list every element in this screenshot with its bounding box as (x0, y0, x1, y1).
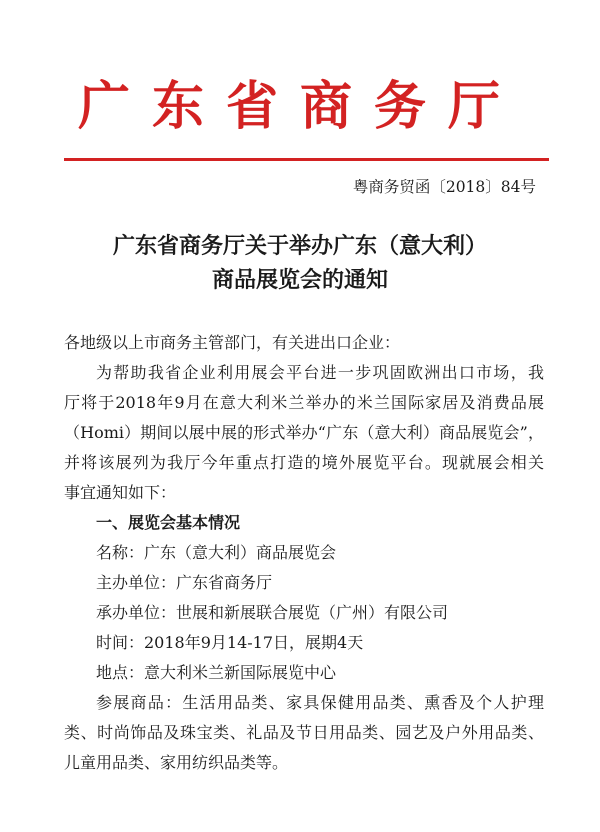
addressee: 各地级以上市商务主管部门，有关进出口企业： (64, 333, 401, 352)
letterhead-org-name: 广东省商务厅 (77, 77, 522, 137)
products-line-3: 儿童用品类、家用纺织品类等。 (64, 753, 289, 772)
info-contractor: 承办单位：世展和新展联合展览（广州）有限公司 (96, 603, 449, 622)
info-name: 名称：广东（意大利）商品展览会 (96, 543, 337, 562)
info-venue: 地点：意大利米兰新国际展览中心 (96, 663, 337, 682)
intro-line-2: 厅将于2018年9月在意大利米兰举办的米兰国际家居及消费品展 (64, 393, 544, 412)
info-time: 时间：2018年9月14-17日，展期4天 (96, 633, 364, 652)
intro-line-5: 事宜通知如下： (64, 483, 177, 502)
document-number: 粤商务贸函〔2018〕84号 (352, 178, 536, 196)
intro-line-1: 为帮助我省企业利用展会平台进一步巩固欧洲出口市场，我 (96, 363, 544, 382)
section-heading-basic-info: 一、展览会基本情况 (96, 513, 241, 532)
document-title (0, 230, 600, 298)
title-line-1: 广东省商务厅关于举办广东（意大利） (112, 234, 487, 259)
info-organizer: 主办单位：广东省商务厅 (96, 573, 273, 592)
document-body (64, 328, 544, 778)
intro-line-3: （Homi）期间以展中展的形式举办“广东（意大利）商品展览会”， (64, 423, 544, 442)
intro-line-4: 并将该展列为我厅今年重点打造的境外展览平台。现就展会相关 (64, 453, 544, 472)
products-line-1: 参展商品：生活用品类、家具保健用品类、熏香及个人护理 (96, 693, 544, 712)
products-line-2: 类、时尚饰品及珠宝类、礼品及节日用品类、园艺及户外用品类、 (64, 723, 544, 742)
title-line-2: 商品展览会的通知 (211, 268, 388, 293)
letterhead-red-rule (64, 158, 549, 161)
